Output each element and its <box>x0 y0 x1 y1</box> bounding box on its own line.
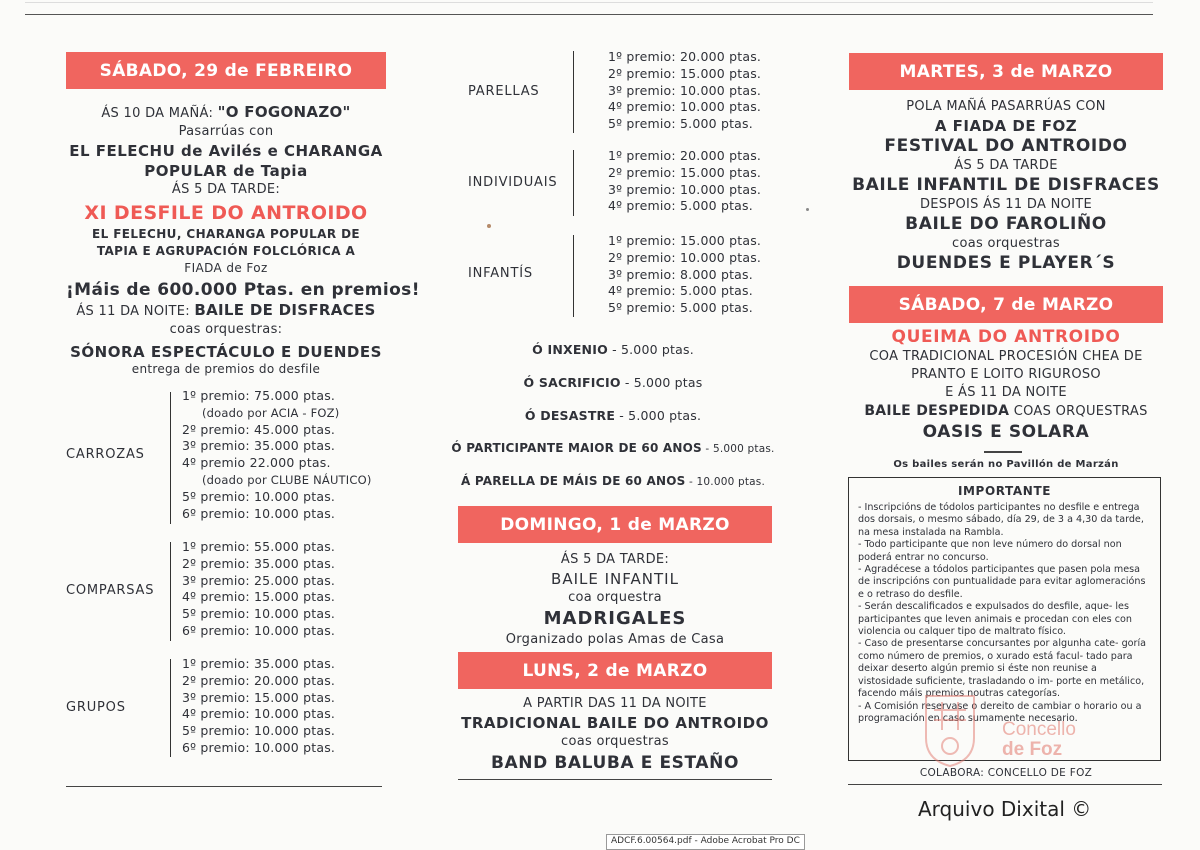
tuesday-orchestras: DUENDES E PLAYER´S <box>896 253 1116 273</box>
prize-item: 3º premio: 15.000 ptas. <box>182 689 336 705</box>
tuesday-orchestra-label: coas orquestras <box>952 236 1060 251</box>
top-divider <box>25 14 1153 15</box>
sunday-organizer: Organizado polas Amas de Casa <box>505 632 725 647</box>
left-column <box>66 52 420 377</box>
sunday-event: BAILE INFANTIL <box>551 570 679 588</box>
prize-item: 2º premio: 45.000 ptas. <box>182 421 336 437</box>
bands-line-1: EL FELECHU de Avilés e CHARANGA <box>69 142 383 160</box>
tuesday-farolino: BAILE DO FAROLIÑO <box>905 214 1107 234</box>
special-prize-parella-60 <box>448 474 778 488</box>
tuesday-banner: MARTES, 3 de MARZO <box>849 53 1163 90</box>
prize-item: 4º premio: 10.000 ptas. <box>608 99 762 115</box>
orchestras-label: coas orquestras: <box>169 322 283 337</box>
prize-group-label: PARELLAS <box>468 84 540 99</box>
orchestras-names: SÓNORA ESPECTÁCULO E DUENDES <box>70 343 382 361</box>
special-prize-desastre <box>448 408 778 423</box>
prize-group-label: GRUPOS <box>66 700 126 715</box>
pasarruas-text: Pasarrúas con <box>178 124 274 139</box>
prize-item: 2º premio: 35.000 ptas. <box>182 555 336 571</box>
saturday-29-banner: SÁBADO, 29 de FEBREIRO <box>66 52 386 89</box>
monday-section <box>458 652 772 775</box>
sunday-time: ÁS 5 DA TARDE: <box>560 552 670 567</box>
important-item: - A Comisión reservase o dereito de cambiar o horario ou a programación en caso sumamente necesario. <box>858 700 1142 724</box>
prize-item: 5º premio: 5.000 ptas. <box>608 116 753 132</box>
afternoon-time: ÁS 5 DA TARDE: <box>171 182 281 197</box>
important-item: - Caso de presentarse concursantes por algunha cate- goría como número de premios, o xurado está facul- tado para deixar deserto algún premio si éste non reunise a vistosidade suficiente, trasladando o im- porte en metálico, facendo máis premios noutras categorías. <box>858 638 1147 700</box>
prize-item: 6º premio: 10.000 ptas. <box>182 739 336 755</box>
queima-line-3: E ÁS 11 DA NOITE <box>945 385 1067 400</box>
monday-event: TRADICIONAL BAILE DO ANTROIDO <box>461 714 769 732</box>
farewell-orchestras-label: COAS ORQUESTRAS <box>1009 404 1148 419</box>
prize-item: 5º premio: 10.000 ptas. <box>182 723 336 739</box>
prize-item: 3º premio: 8.000 ptas. <box>608 266 753 282</box>
watermark-line-2: de Foz <box>1002 739 1063 760</box>
saturday-7-section <box>849 286 1163 444</box>
prize-group-label: COMPARSAS <box>66 583 155 598</box>
sunday-orchestra: MADRIGALES <box>543 608 687 629</box>
prize-list <box>182 539 335 640</box>
queima-line-2: PRANTO E LOITO RIGUROSO <box>911 367 1101 382</box>
special-prize-value: - 5.000 ptas. <box>615 408 702 423</box>
tuesday-night: DESPOIS ÁS 11 DA NOITE <box>919 197 1093 212</box>
desfile-line-3: FIADA de Foz <box>184 261 268 275</box>
night-line <box>66 301 386 321</box>
saturday-7-banner: SÁBADO, 7 de MARZO <box>849 286 1163 323</box>
monday-banner: LUNS, 2 de MARZO <box>458 652 772 689</box>
prize-sponsor: (doado por CLUBE NÁUTICO) <box>202 472 372 487</box>
prize-item: 4º premio 22.000 ptas. <box>182 455 331 471</box>
special-prize-name: Ó DESASTRE <box>524 408 616 423</box>
special-prize-value: - 5.000 ptas <box>620 375 703 390</box>
sunday-orchestra-label: coa orquestra <box>568 590 662 605</box>
important-title: IMPORTANTE <box>957 484 1052 498</box>
prize-list <box>608 49 761 133</box>
prize-group-label: INFANTÍS <box>468 266 533 281</box>
farewell-ball: BAILE DESPEDIDA <box>864 403 1010 419</box>
special-prize-sacrificio <box>448 375 778 390</box>
special-prize-value: - 5.000 ptas. <box>607 342 694 357</box>
prize-item: 5º premio: 5.000 ptas. <box>608 300 753 316</box>
middle-bottom-rule <box>458 779 772 780</box>
left-bottom-rule <box>66 786 382 787</box>
important-item: - Agradécese a tódolos participantes que pasen pola mesa de inscripcións con puntualidade para evitar aglomeracións e o retraso do desfile. <box>858 564 1146 600</box>
prize-item: 6º premio: 10.000 ptas. <box>182 622 336 638</box>
prize-item: 2º premio: 15.000 ptas. <box>608 65 762 81</box>
prize-item: 1º premio: 35.000 ptas. <box>182 656 336 671</box>
prize-group-bracket <box>573 235 574 317</box>
prize-item: 3º premio: 10.000 ptas. <box>608 82 762 98</box>
morning-time: ÁS 10 DA MAÑÁ: <box>101 106 218 121</box>
prize-item: 4º premio: 10.000 ptas. <box>182 706 336 722</box>
tuesday-morning: POLA MAÑÁ PASARRÚAS CON <box>906 99 1106 114</box>
prize-sponsor: (doado por ACIA - FOZ) <box>202 405 340 420</box>
morning-line <box>66 103 386 123</box>
monday-orchestra-label: coas orquestras <box>561 734 669 749</box>
prize-item: 2º premio: 10.000 ptas. <box>608 249 762 265</box>
farewell-orchestras: OASIS E SOLARA <box>922 422 1090 442</box>
prize-group-bracket <box>170 659 171 757</box>
prize-list <box>608 148 761 215</box>
prize-item: 1º premio: 15.000 ptas. <box>608 233 762 248</box>
important-box <box>848 477 1161 761</box>
prize-item: 3º premio: 25.000 ptas. <box>182 572 336 588</box>
venue-note: Os bailes serán no Pavillón de Marzán <box>893 459 1119 470</box>
important-item: - Inscripcións de tódolos participantes no desfile e entrega dos dorsais, o mesmo sábado, día 29, de 3 a 4,30 da tarde, na mesa instalada na Rambla. <box>858 502 1144 538</box>
special-prize-maior-60 <box>448 441 778 455</box>
prize-item: 4º premio: 15.000 ptas. <box>182 589 336 605</box>
scan-speck <box>806 208 809 211</box>
archive-credit: Arquivo Dixital © <box>918 797 1092 821</box>
night-act: BAILE DE DISFRACES <box>194 301 376 319</box>
special-prize-name: Ó SACRIFICIO <box>523 375 621 390</box>
tuesday-festival: FESTIVAL DO ANTROIDO <box>884 136 1128 156</box>
prize-list <box>182 656 335 757</box>
prize-item: 5º premio: 10.000 ptas. <box>182 606 336 622</box>
prize-item: 1º premio: 20.000 ptas. <box>608 49 762 64</box>
right-bottom-rule <box>848 784 1162 785</box>
tuesday-afternoon: ÁS 5 DA TARDE <box>954 158 1058 173</box>
prize-group-bracket <box>170 542 171 641</box>
bands-line-2: POPULAR de Tapia <box>144 162 308 180</box>
scan-speck <box>487 224 491 228</box>
farewell-line <box>849 402 1163 421</box>
prize-group-bracket <box>573 150 574 216</box>
pdf-filename-tooltip: ADCF.6.00564.pdf - Adobe Acrobat Pro DC <box>606 834 805 850</box>
important-item: - Todo participante que non leve número do dorsal non poderá entrar no concurso. <box>858 539 1122 563</box>
prize-item: 4º premio: 5.000 ptas. <box>608 198 753 214</box>
prize-item: 2º premio: 20.000 ptas. <box>182 672 336 688</box>
prize-group-bracket <box>573 51 574 133</box>
sunday-banner: DOMINGO, 1 de MARZO <box>458 506 772 543</box>
tuesday-group: A FIADA DE FOZ <box>934 117 1078 135</box>
queima-line-1: COA TRADICIONAL PROCESIÓN CHEA DE <box>869 349 1143 364</box>
special-prize-name: Ó PARTICIPANTE MAIOR DE 60 ANOS <box>451 441 702 455</box>
prize-item: 3º premio: 35.000 ptas. <box>182 438 336 454</box>
prize-item: 4º premio: 5.000 ptas. <box>608 283 753 299</box>
watermark-line-1: Concello <box>1002 719 1076 740</box>
prize-group-label: INDIVIDUAIS <box>468 175 558 190</box>
tuesday-kids-ball: BAILE INFANTIL DE DISFRACES <box>852 175 1160 195</box>
special-prize-value: - 10.000 ptas. <box>685 476 766 488</box>
desfile-line-2: TAPIA E AGRUPACIÓN FOLCLÓRICA A <box>96 244 356 258</box>
desfile-title: XI DESFILE DO ANTROIDO <box>84 202 368 224</box>
night-time: ÁS 11 DA NOITE: <box>76 304 195 319</box>
important-list <box>858 502 1154 725</box>
short-divider <box>984 451 1022 453</box>
queima-title: QUEIMA DO ANTROIDO <box>891 327 1121 347</box>
sunday-section <box>458 506 772 649</box>
prize-item: 5º premio: 10.000 ptas. <box>182 488 336 504</box>
special-prize-name: Á PARELLA DE MÁIS DE 60 ANOS <box>460 474 686 488</box>
collaboration-credit: COLABORA: CONCELLO DE FOZ <box>919 767 1093 779</box>
special-prize-value: - 5.000 ptas. <box>701 443 775 455</box>
prize-item: 1º premio: 55.000 ptas. <box>182 539 336 554</box>
top-edge <box>25 2 1153 3</box>
prize-delivery-note: entrega de premios do desfile <box>131 362 321 376</box>
prize-item: 3º premio: 10.000 ptas. <box>608 181 762 197</box>
prize-item: 6º premio: 10.000 ptas. <box>182 505 336 521</box>
tuesday-section <box>849 53 1163 274</box>
important-item: - Serán descalificados e expulsados do desfile, aque- les participantes que leven animais e procedan con eles con violencia ou calquer tipo de maltrato físico. <box>858 601 1132 638</box>
morning-act: "O FOGONAZO" <box>217 103 351 121</box>
prize-group-bracket <box>170 392 171 524</box>
prize-group-label: CARROZAS <box>66 447 145 462</box>
monday-time: A PARTIR DAS 11 DA NOITE <box>523 696 707 711</box>
monday-orchestras: BAND BALUBA E ESTAÑO <box>490 753 740 773</box>
prize-item: 1º premio: 20.000 ptas. <box>608 148 762 163</box>
prize-item: 1º premio: 75.000 ptas. <box>182 388 336 403</box>
desfile-line-1: EL FELECHU, CHARANGA POPULAR DE <box>91 227 361 241</box>
special-prize-name: Ó INXENIO <box>532 342 608 357</box>
prize-total: ¡Máis de 600.000 Ptas. en premios! <box>66 280 420 300</box>
prize-item: 2º premio: 15.000 ptas. <box>608 164 762 180</box>
prize-list <box>608 233 761 317</box>
prize-list <box>182 388 372 522</box>
special-prize-inxenio <box>448 342 778 357</box>
